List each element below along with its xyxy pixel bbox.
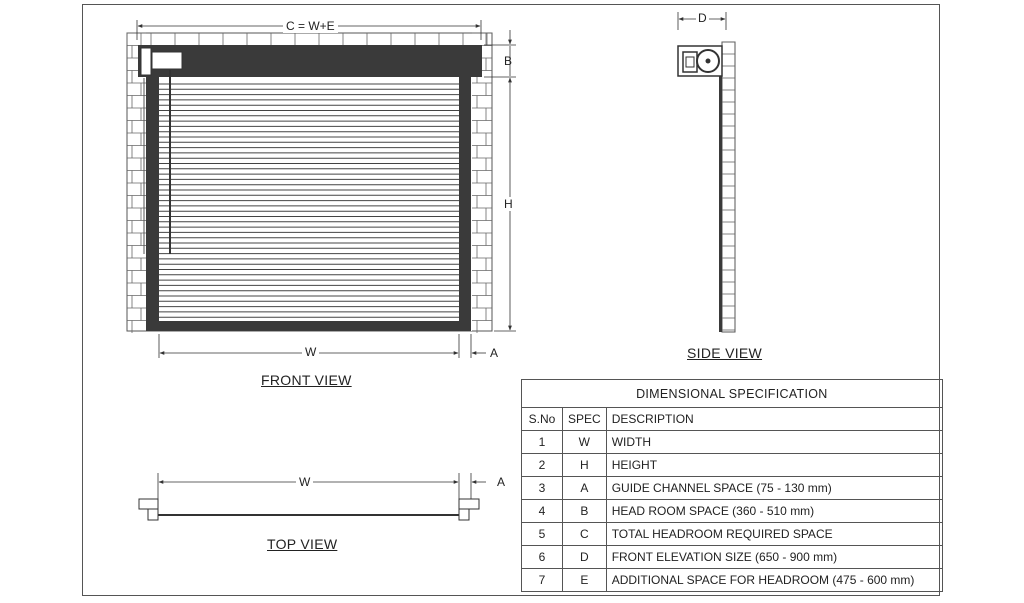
door-opening [146,45,472,331]
cell-spec: C [563,523,607,546]
cell-spec: A [563,477,607,500]
right-guide-channel [459,77,471,331]
header-description: DESCRIPTION [606,408,942,431]
table-caption-row [522,380,943,408]
cell-description: HEIGHT [606,454,942,477]
label-overall-c: C = W+E [283,19,338,33]
side-view-title: SIDE VIEW [687,345,763,361]
cell-sno: 5 [522,523,563,546]
table-caption: DIMENSIONAL SPECIFICATION [522,380,943,408]
cell-sno: 7 [522,569,563,592]
motor-bracket [141,48,151,75]
table-row [522,431,943,454]
label-channel-a: A [490,346,499,360]
label-height-h: H [504,197,513,211]
cell-sno: 4 [522,500,563,523]
table-row [522,569,943,592]
label-top-channel-a: A [497,475,506,489]
cell-sno: 6 [522,546,563,569]
table-row [522,523,943,546]
header-sno: S.No [522,408,563,431]
head-box [138,45,482,77]
specification-table [521,379,943,592]
cell-description: FRONT ELEVATION SIZE (650 - 900 mm) [606,546,942,569]
cell-description: ADDITIONAL SPACE FOR HEADROOM (475 - 600 mm) [606,569,942,592]
table-row [522,477,943,500]
bottom-rail [159,321,459,331]
cell-description: TOTAL HEADROOM REQUIRED SPACE [606,523,942,546]
motor-unit [152,52,182,69]
cell-description: GUIDE CHANNEL SPACE (75 - 130 mm) [606,477,942,500]
top-left-wall [139,499,158,509]
cell-spec: H [563,454,607,477]
label-top-width-w: W [296,475,313,489]
table-header-row [522,408,943,431]
cell-sno: 1 [522,431,563,454]
left-guide-channel [146,77,159,331]
side-view [678,12,735,332]
label-side-d: D [698,11,707,25]
cell-description: WIDTH [606,431,942,454]
cell-sno: 2 [522,454,563,477]
front-view [127,20,516,358]
label-width-w: W [302,345,319,359]
table-row [522,454,943,477]
top-view-title: TOP VIEW [267,536,338,552]
cell-spec: D [563,546,607,569]
cell-spec: W [563,431,607,454]
header-spec: SPEC [563,408,607,431]
drum-axle [706,59,711,64]
side-wall [722,42,735,332]
table-row [522,500,943,523]
cell-sno: 3 [522,477,563,500]
cell-spec: E [563,569,607,592]
label-head-b: B [504,54,513,68]
side-guide-channel [719,66,722,332]
table-row [522,546,943,569]
cell-spec: B [563,500,607,523]
front-view-title: FRONT VIEW [261,372,352,388]
cell-description: HEAD ROOM SPACE (360 - 510 mm) [606,500,942,523]
top-right-wall [459,499,479,509]
